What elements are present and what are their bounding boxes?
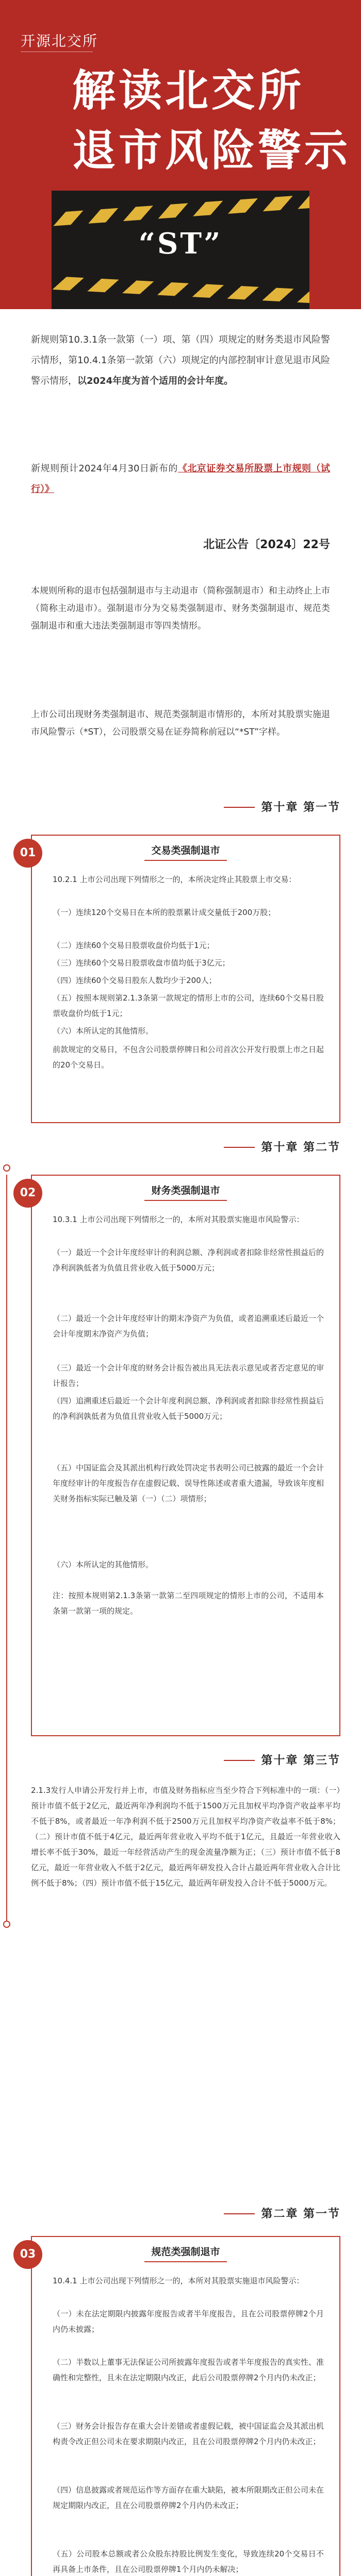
section-lead: 10.3.1 上市公司出现下列情形之一的，本所对其股票实施退市风险警示： (53, 1215, 304, 1224)
chapter-label: 第十章 第三节 (261, 1752, 340, 1768)
intro-text: 新规则第10.3.1条一款第（一）项、第（四）项规定的财务类退市风险警示情形，第10.4.1条第一款第（六）项规定的内部控制审计意见退市风险警示情形， (31, 334, 330, 386)
timeline-dot (3, 1164, 10, 1172)
article-paragraph-1: 本规则所称的退市包括强制退市与主动退市（简称强制退市）和主动终止上市（简称主动退市）。强制退市分为交易类强制退市、财务类强制退市、规范类强制退市和重大违法类强制退市等四类情形。 (31, 586, 330, 631)
section-panel-regulatory (20, 2236, 340, 2576)
intro-text: 新规则预计2024年4月30日新布的 (31, 463, 178, 474)
list-item: （五）公司股本总额或者公众股东持股比例发生变化，导致连续20个交易日不再具备上市条件，且在公司股票停牌1个月内仍未解决； (53, 2549, 324, 2574)
list-item: 前款规定的交易日，不包含公司股票停牌日和公司首次公开发行股票上市之日起的20个交易日。 (53, 1045, 324, 1070)
title-line-2: 退市风险警示 (72, 125, 351, 176)
section-panel-trading (20, 835, 340, 1123)
intro-emphasis: 以2024年度为首个适用的会计年度。 (77, 376, 234, 386)
brand-name: 开源北交所 (21, 32, 99, 49)
section-lead: 10.2.1 上市公司出现下列情形之一的，本所决定终止其股票上市交易： (53, 875, 297, 884)
intro-section (0, 309, 361, 567)
section-lead: 10.4.1 上市公司出现下列情形之一的，本所对其股票实施退市风险警示： (53, 2276, 304, 2285)
chapter-label: 第十章 第一节 (261, 799, 340, 815)
caution-tape (52, 275, 309, 305)
st-label: “ST” (138, 227, 223, 261)
list-item: （四）追溯重述后最近一个会计年度利润总额、净利润或者扣除非经常性损益后的净利润孰低者为负值且营业收入低于5000万元； (53, 1396, 324, 1421)
intro-paragraph-1 (31, 330, 330, 392)
section-number: 03 (13, 2240, 42, 2269)
list-item: （一）未在法定期限内披露年度报告或者半年度报告，且在公司股票停牌2个月内仍未披露； (53, 2309, 324, 2334)
section-panel-financial (20, 1175, 340, 1736)
list-item: （五）按照本规则第2.1.3条第一款规定的情形上市的公司，连续60个交易日股票收盘价均低于1元； (53, 993, 324, 1018)
list-item: （二）最近一个会计年度经审计的期末净资产为负值，或者追溯重述后最近一个会计年度期末净资产为负值； (53, 1314, 324, 1338)
timeline-rail (6, 1175, 7, 1922)
intro-paragraph-2 (31, 459, 330, 500)
rules-link[interactable]: 《北京证券交易所股票上市规则（试行）》 (31, 463, 330, 495)
chapter-label: 第二章 第一节 (261, 2205, 340, 2221)
list-item: （四）连续60个交易日股东人数均少于200人； (53, 976, 217, 985)
list-item: （一）连续120个交易日在本所的股票累计成交量低于200万股； (53, 908, 276, 917)
timeline-dot (3, 1921, 10, 1928)
list-item: （三）财务会计报告存在重大会计差错或者虚假记载，被中国证监会及其派出机构责令改正但公司未在要求期限内改正，且在公司股票停牌2个月内仍未改正； (53, 2421, 324, 2446)
list-item: （三）连续60个交易日股票收盘市值均低于3亿元； (53, 958, 230, 968)
title-line-1: 解读北交所 (72, 65, 305, 116)
list-item: （六）本所认定的其他情形。 (53, 1026, 154, 1036)
publication-number: 北证公告〔2024〕22号 (203, 538, 330, 551)
panel-footnote: 注：按照本规则第2.1.3条第一款第二至四项规定的情形上市的公司，不适用本条第一款第一项的规定。 (53, 1591, 324, 1616)
listing-criteria-note: 2.1.3发行人申请公开发行并上市，市值及财务指标应当至少符合下列标准中的一项：（一）预计市值不低于2亿元，最近两年净利润均不低于1500万元且加权平均净资产收益率平均不低于8%，或者最近一年净利润不低于2500万元且加权平均净资产收益率不低于8%；（二）预计市值不低于4亿元，最近两年营业收入平均不低于1亿元，且最近一年营业收入增长率不低于30%，最近一年经营活动产生的现金流量净额为正；（三）预计市值不低于8亿元，最近一年营业收入不低于2亿元，最近两年研发投入合计占最近两年营业收入合计比例不低于8%；（四）预计市值不低于15亿元，最近两年研发投入合计不低于5000万元。 (31, 1786, 340, 1888)
section-title: 交易类强制退市 (32, 843, 339, 861)
st-illustration (52, 191, 309, 309)
chapter-label: 第十章 第二节 (261, 1139, 340, 1155)
list-item: （五）中国证监会及其派出机构行政处罚决定书表明公司已披露的最近一个会计年度经审计的年度报告存在虚假记载、误导性陈述或者重大遗漏，导致该年度相关财务指标实际已触及第（一）（二）项情形； (53, 1463, 324, 1503)
article-paragraph-2: 上市公司出现财务类强制退市、规范类强制退市情形的，本所对其股票实施退市风险警示（*ST），公司股票交易在证券简称前冠以“*ST”字样。 (31, 709, 330, 737)
list-item: （三）最近一个会计年度的财务会计报告被出具无法表示意见或者否定意见的审计报告； (53, 1363, 324, 1388)
page-title (72, 61, 351, 180)
list-item: （二）连续60个交易日股票收盘价均低于1元； (53, 941, 215, 950)
hero-banner (0, 0, 361, 309)
section-title: 财务类强制退市 (32, 1183, 339, 1201)
section-title: 规范类强制退市 (32, 2244, 339, 2262)
list-item: （六）本所认定的其他情形。 (53, 1560, 154, 1569)
caution-tape (52, 192, 309, 227)
list-item: （二）半数以上董事无法保证公司所披露年度报告或者半年度报告的真实性、准确性和完整性，且未在法定期限内改正，此后公司股票停牌2个月内仍未改正； (53, 2358, 324, 2382)
section-number: 02 (13, 1179, 42, 1208)
section-number: 01 (13, 839, 42, 868)
list-item: （一）最近一个会计年度经审计的利润总额、净利润或者扣除非经常性损益后的净利润孰低者为负值且营业收入低于5000万元； (53, 1248, 324, 1273)
list-item: （四）信息披露或者规范运作等方面存在重大缺陷，被本所限期改正但公司未在规定期限内改正，且在公司股票停牌2个月内仍未改正； (53, 2485, 324, 2510)
